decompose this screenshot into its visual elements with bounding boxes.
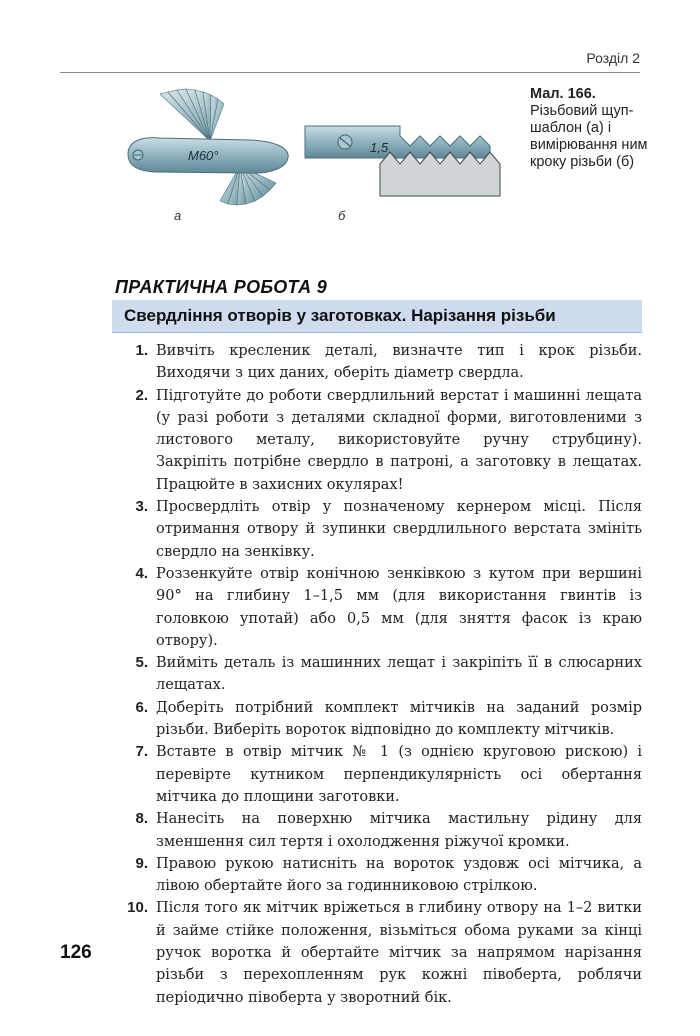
thread-pitch-label: 1,5 — [370, 140, 389, 155]
step-number: 1. — [135, 342, 148, 359]
step-number: 4. — [135, 564, 148, 582]
step-item — [112, 853, 642, 898]
label-a: а — [174, 208, 182, 223]
label-b: б — [338, 208, 346, 223]
step-item — [112, 652, 642, 697]
practical-work-heading: ПРАКТИЧНА РОБОТА 9 — [115, 277, 328, 297]
figure-caption — [530, 86, 660, 171]
step-number: 5. — [135, 654, 148, 672]
section-label: Розділ 2 — [586, 50, 640, 66]
step-text: Роззенкуйте отвір конічною зенківкою з кутом при вершині 90° на глибину 1–1,5 мм (для використання гвинтів із головкою употай) або 0,5 мм (для зняття фасок із краю отвору). — [156, 565, 642, 649]
caption-text: Різьбовий щуп-шаблон (а) і вимірювання ним кроку різьби (б) — [530, 103, 648, 170]
page-number: 126 — [60, 942, 92, 963]
step-item — [112, 697, 642, 742]
step-text: Нанесіть на поверхню мітчика мастильну рідину для зменшення сил тертя і охолодження ріжучої кромки. — [156, 811, 642, 850]
gauge-blades-top — [160, 89, 224, 141]
header-rule — [60, 72, 640, 73]
gauge-label: M60° — [188, 148, 219, 163]
step-item — [112, 496, 642, 563]
step-number: 7. — [135, 743, 148, 761]
step-text: Вивчіть кресленик деталі, визначте тип і крок різьби. Виходячи з цих даних, оберіть діаметр свердла. — [156, 343, 642, 382]
step-item — [112, 808, 642, 853]
step-item — [112, 897, 642, 1008]
step-text: Підготуйте до роботи свердлильний верстат і машинні лещата (у разі роботи з деталями складної форми, виготовленими з листового металу, використовуйте ручну струбцину). Закріпіть потрібне свердло в патроні, а заготовку в лещатах. Працюйте в захисних окулярах! — [156, 387, 642, 493]
topic-bar: Свердління отворів у заготовках. Нарізання різьби — [112, 300, 642, 333]
step-number: 3. — [135, 498, 148, 516]
steps-list — [112, 340, 642, 1009]
step-item — [112, 563, 642, 652]
step-item — [112, 385, 642, 496]
step-text: Після того як мітчик вріжеться в глибину отвору на 1–2 витки й займе стійке положення, візьміться обома руками за кінці ручок воротка й обертайте мітчик за напрямом нарізання різьби з перехопленням рук кожні півоберта, роблячи періодично півоберта у зворотний бік. — [156, 900, 642, 1006]
step-text: Вставте в отвір мітчик № 1 (з однією круговою рискою) і перевірте кутником перпендикулярність осі обертання мітчика до площини заготовки. — [156, 744, 642, 805]
step-text: Правою рукою натисніть на вороток уздовж осі мітчика, а лівою обертайте його за годинниковою стрілкою. — [156, 855, 642, 895]
caption-title: Мал. 166. — [530, 86, 596, 102]
thread-gauge-illustration — [100, 86, 520, 236]
step-text: Доберіть потрібний комплект мітчиків на заданий розмір різьби. Виберіть вороток відповідно до комплекту мітчиків. — [156, 699, 642, 739]
step-number: 9. — [135, 854, 148, 872]
step-text: Просвердліть отвір у позначеному кернером місці. Після отримання отвору й зупинки свердлильного верстата змініть свердло на зенківку. — [156, 499, 642, 560]
step-text: Вийміть деталь із машинних лещат і закріпіть її в слюсарних лещатах. — [156, 655, 642, 694]
step-number: 10. — [127, 899, 148, 917]
step-number: 2. — [135, 386, 148, 404]
step-number: 8. — [135, 810, 148, 828]
gauge-blade-b — [305, 126, 490, 158]
step-item — [112, 741, 642, 808]
step-number: 6. — [135, 698, 148, 716]
threaded-workpiece — [380, 152, 500, 196]
figure-166 — [100, 86, 520, 236]
step-item — [112, 340, 642, 385]
